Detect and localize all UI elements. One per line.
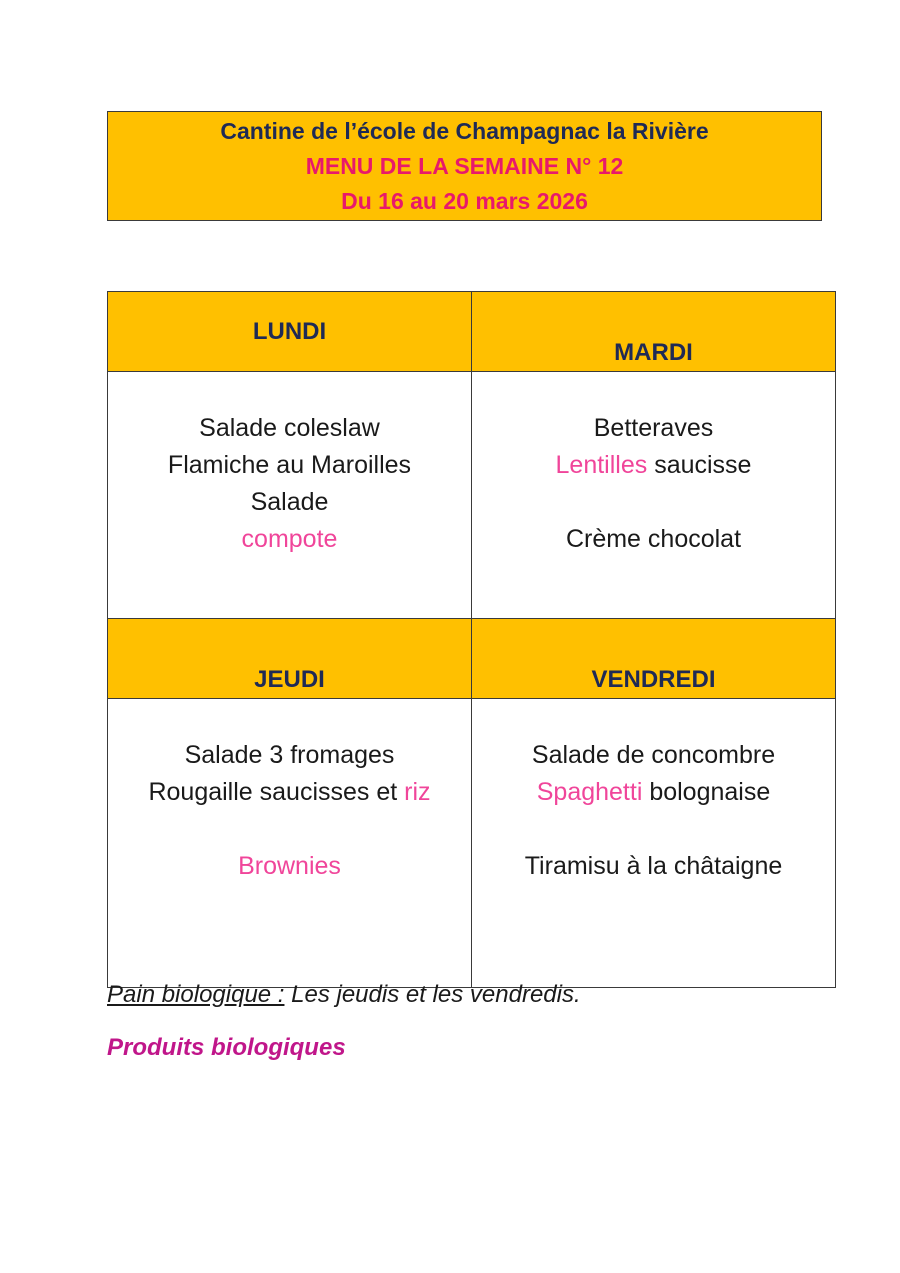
school-name: Cantine de l’école de Champagnac la Rivière [220,117,709,144]
day-header-lundi [108,292,472,372]
day-name-mardi: MARDI [614,339,693,366]
dish: Betteraves [593,414,714,442]
day-header-mardi [472,292,836,372]
day-name-jeudi: JEUDI [254,666,325,693]
header-box [107,111,822,221]
dish-bio: Brownies [238,852,341,880]
dish [108,774,471,811]
dish-part: Rougaille saucisses et [148,778,405,806]
dish-part: saucisse [647,451,752,479]
blank-line [472,811,835,848]
dish: Salade 3 fromages [184,741,395,769]
bread-note-label: Pain biologique : [107,981,285,1008]
blank-line [108,811,471,848]
menu-title: MENU DE LA SEMAINE N° 12 [305,152,624,179]
menu-cell-vendredi [472,699,836,988]
dish-bio-part: Lentilles [555,451,648,479]
dish: Salade [250,488,329,516]
day-name-lundi: LUNDI [252,317,327,345]
day-header-vendredi [472,619,836,699]
menu-cell-mardi [472,372,836,619]
dish: Crème chocolat [565,525,742,553]
dish-bio: compote [241,525,338,553]
blank-line [472,484,835,521]
dish [472,774,835,811]
dish-part: bolognaise [642,778,771,806]
dish [472,447,835,484]
dish: Flamiche au Maroilles [167,451,412,479]
bread-note-text: Les jeudis et les vendredis. [284,981,581,1008]
organic-legend: Produits biologiques [107,1034,346,1061]
day-header-jeudi [108,619,472,699]
dish-bio-part: riz [404,778,431,806]
dish-bio-part: Spaghetti [536,778,643,806]
menu-cell-jeudi [108,699,472,988]
bread-note [107,981,581,1009]
day-name-vendredi: VENDREDI [591,666,716,693]
dish: Tiramisu à la châtaigne [524,852,783,880]
menu-cell-lundi [108,372,472,619]
menu-table [107,291,836,988]
menu-dates: Du 16 au 20 mars 2026 [341,187,588,214]
dish: Salade coleslaw [199,414,380,442]
dish: Salade de concombre [531,741,776,769]
